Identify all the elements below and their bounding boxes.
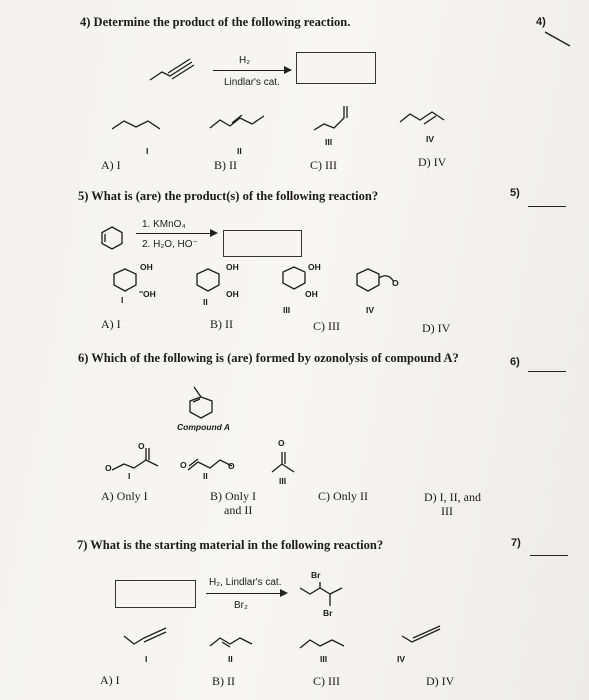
option-q4-d[interactable]: D) IV bbox=[418, 155, 447, 169]
option-q5-b[interactable]: B) II bbox=[210, 317, 233, 331]
reagent-br2: Br₂ bbox=[234, 600, 248, 611]
answer-box-q5[interactable] bbox=[223, 230, 302, 257]
roman-q7-II: II bbox=[228, 654, 233, 664]
carbonyl-o-label: O bbox=[180, 460, 187, 470]
bromine-label: Br bbox=[323, 608, 333, 618]
option-q6-d-cont: III bbox=[441, 504, 453, 518]
roman-q5-III: III bbox=[283, 305, 291, 315]
carbonyl-o-label: O bbox=[138, 441, 145, 451]
option-q7-d[interactable]: D) IV bbox=[426, 674, 455, 688]
answer-line-5[interactable] bbox=[528, 206, 566, 207]
answer-line-4 bbox=[545, 30, 585, 50]
reagent-h2: H₂ bbox=[239, 55, 251, 66]
option-q5-d[interactable]: D) IV bbox=[422, 321, 451, 335]
roman-q5-I: I bbox=[121, 295, 124, 305]
structure-q7-II bbox=[208, 632, 264, 652]
structure-q5-III bbox=[282, 266, 308, 290]
roman-q6-II: II bbox=[203, 471, 208, 481]
side-label-4: 4) bbox=[536, 16, 546, 28]
carbonyl-o-label: O bbox=[105, 463, 112, 473]
oh-label: OH bbox=[140, 262, 153, 272]
reaction-arrow-q5 bbox=[136, 233, 216, 234]
roman-q4-II: II bbox=[237, 146, 242, 156]
reagent-h2o-base: 2. H₂O, HO⁻ bbox=[142, 239, 198, 250]
carbonyl-o-label: O bbox=[228, 461, 235, 471]
roman-q4-I: I bbox=[146, 146, 149, 156]
structure-q4-IV bbox=[398, 108, 456, 130]
option-q5-c[interactable]: C) III bbox=[313, 319, 340, 333]
reaction-arrow-q7 bbox=[206, 593, 286, 594]
structure-q4-II bbox=[208, 112, 268, 134]
carbonyl-o-label: O bbox=[278, 438, 285, 448]
roman-q6-III: III bbox=[279, 476, 287, 486]
roman-q5-IV: IV bbox=[366, 305, 375, 315]
roman-q6-I: I bbox=[128, 471, 131, 481]
roman-q4-III: III bbox=[325, 137, 333, 147]
side-label-5: 5) bbox=[510, 187, 520, 199]
compound-a-structure bbox=[186, 385, 222, 421]
structure-q4-III bbox=[312, 102, 360, 136]
option-q4-b[interactable]: B) II bbox=[214, 158, 237, 172]
arrow-head-icon bbox=[210, 229, 220, 239]
reagent-h2-lindlar: H₂, Lindlar's cat. bbox=[209, 577, 282, 588]
side-label-6: 6) bbox=[510, 356, 520, 368]
roman-q5-II: II bbox=[203, 297, 208, 307]
reagent-lindlar: Lindlar's cat. bbox=[224, 77, 280, 88]
question-5: 5) What is (are) the product(s) of the following reaction? bbox=[78, 189, 379, 203]
ketone-o-label: O bbox=[392, 278, 399, 288]
structure-q7-III bbox=[298, 634, 350, 654]
bromine-label: Br bbox=[311, 570, 321, 580]
option-q7-b[interactable]: B) II bbox=[212, 674, 235, 688]
oh-label: ''OH bbox=[139, 289, 156, 299]
answer-box-q4[interactable] bbox=[296, 52, 376, 84]
roman-q7-III: III bbox=[320, 654, 328, 664]
option-q7-c[interactable]: C) III bbox=[313, 674, 340, 688]
arrow-head-icon bbox=[284, 66, 294, 76]
reaction-arrow-q4 bbox=[213, 70, 291, 71]
answer-line-7[interactable] bbox=[530, 555, 568, 556]
option-q7-a[interactable]: A) I bbox=[100, 673, 120, 687]
option-q4-a[interactable]: A) I bbox=[101, 158, 121, 172]
cyclohexene-reactant bbox=[101, 226, 125, 250]
roman-q7-I: I bbox=[145, 654, 148, 664]
compound-a-label: Compound A bbox=[177, 422, 231, 432]
option-q4-c[interactable]: C) III bbox=[310, 158, 337, 172]
structure-q7-I bbox=[122, 626, 172, 650]
option-q6-a[interactable]: A) Only I bbox=[101, 489, 148, 503]
structure-q4-I bbox=[110, 115, 170, 135]
option-q6-c[interactable]: C) Only II bbox=[318, 489, 368, 503]
question-7: 7) What is the starting material in the following reaction? bbox=[77, 538, 384, 552]
arrow-head-icon bbox=[280, 589, 290, 599]
roman-q4-IV: IV bbox=[426, 134, 435, 144]
side-label-7: 7) bbox=[511, 537, 521, 549]
reagent-kmno4: 1. KMnO₄ bbox=[142, 219, 186, 230]
option-q5-a[interactable]: A) I bbox=[101, 317, 121, 331]
structure-q7-IV bbox=[400, 626, 444, 646]
structure-q5-I bbox=[113, 268, 139, 292]
answer-box-q7[interactable] bbox=[115, 580, 196, 608]
question-6: 6) Which of the following is (are) formed by ozonolysis of compound A? bbox=[78, 351, 459, 365]
oh-label: OH bbox=[305, 289, 318, 299]
option-q6-b[interactable]: B) Only I bbox=[210, 489, 256, 503]
oh-label: OH bbox=[226, 262, 239, 272]
oh-label: OH bbox=[308, 262, 321, 272]
structure-q5-II bbox=[196, 268, 222, 292]
oh-label: OH bbox=[226, 289, 239, 299]
answer-line-6[interactable] bbox=[528, 371, 566, 372]
alkyne-reactant-q4 bbox=[148, 56, 198, 84]
roman-q7-IV: IV bbox=[397, 654, 406, 664]
option-q6-b-cont: and II bbox=[224, 503, 253, 517]
option-q6-d[interactable]: D) I, II, and bbox=[424, 490, 481, 504]
question-4: 4) Determine the product of the following reaction. bbox=[80, 15, 351, 29]
